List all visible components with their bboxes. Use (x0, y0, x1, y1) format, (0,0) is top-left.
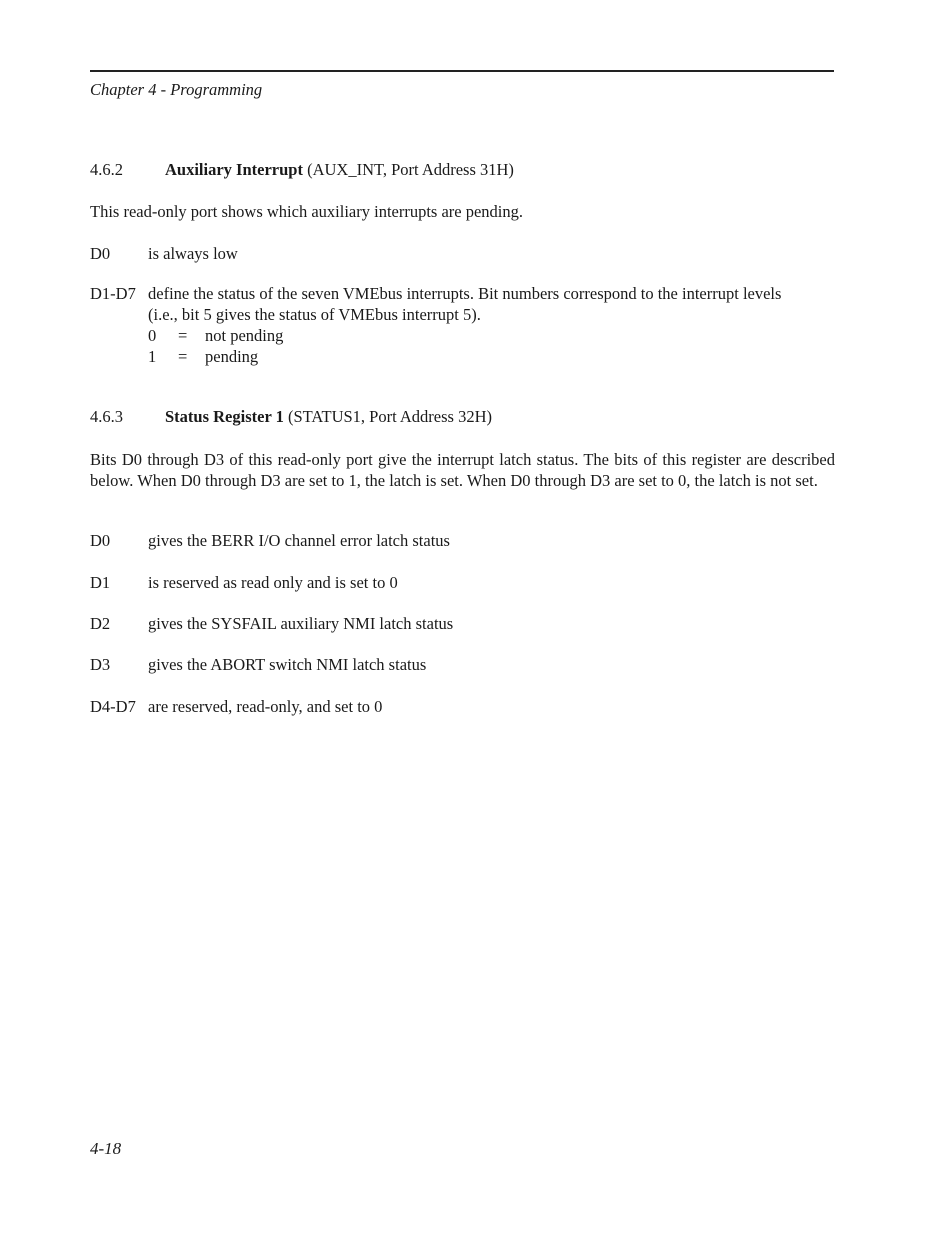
bit-label: D0 (90, 531, 111, 550)
value-number: 1 (148, 347, 157, 366)
value-equals: = (178, 326, 188, 345)
section-title-rest: (STATUS1, Port Address 32H) (283, 407, 493, 426)
section-title-bold: Auxiliary Interrupt (165, 160, 303, 179)
section-intro-4-6-3: Bits D0 through D3 of this read-only port give the interrupt latch status. The bits of this register are described below. When D0 through D3 are set to 1, the latch is set. When D0 through D3 are set to 0, the latch is not set. (90, 450, 835, 490)
section-number-4-6-2: 4.6.2 (90, 160, 123, 179)
bit-desc: is reserved as read only and is set to 0 (148, 573, 398, 592)
bit-desc: gives the BERR I/O channel error latch status (148, 531, 450, 550)
bit-desc-d1-d7-line2: (i.e., bit 5 gives the status of VMEbus interrupt 5). (148, 305, 481, 324)
bit-label: D4-D7 (90, 697, 136, 716)
value-equals: = (178, 347, 188, 366)
bit-desc-d0: is always low (148, 244, 238, 263)
value-row (148, 347, 258, 367)
bit-label: D2 (90, 614, 111, 633)
bit-desc: are reserved, read-only, and set to 0 (148, 697, 383, 716)
bit-label-d0: D0 (90, 244, 111, 263)
bit-desc-d1-d7-line1: define the status of the seven VMEbus interrupts. Bit numbers correspond to the interrupt levels (148, 284, 782, 303)
section-number-4-6-3: 4.6.3 (90, 407, 123, 426)
section-title-rest: (AUX_INT, Port Address 31H) (302, 160, 514, 179)
bit-desc: gives the SYSFAIL auxiliary NMI latch status (148, 614, 454, 633)
section-title-4-6-2 (165, 160, 514, 180)
section-title-4-6-3 (165, 407, 492, 427)
running-head: Chapter 4 - Programming (90, 80, 263, 99)
bit-label: D3 (90, 655, 111, 674)
value-number: 0 (148, 326, 157, 345)
section-intro-4-6-2: This read-only port shows which auxiliary interrupts are pending. (90, 202, 524, 221)
bit-label: D1 (90, 573, 111, 592)
value-row (148, 326, 283, 346)
bit-desc: gives the ABORT switch NMI latch status (148, 655, 427, 674)
value-meaning: pending (205, 347, 259, 366)
value-meaning: not pending (205, 326, 284, 345)
page-number: 4-18 (90, 1139, 122, 1158)
section-title-bold: Status Register 1 (165, 407, 284, 426)
header-rule (90, 70, 834, 72)
bit-label-d1-d7: D1-D7 (90, 284, 136, 303)
